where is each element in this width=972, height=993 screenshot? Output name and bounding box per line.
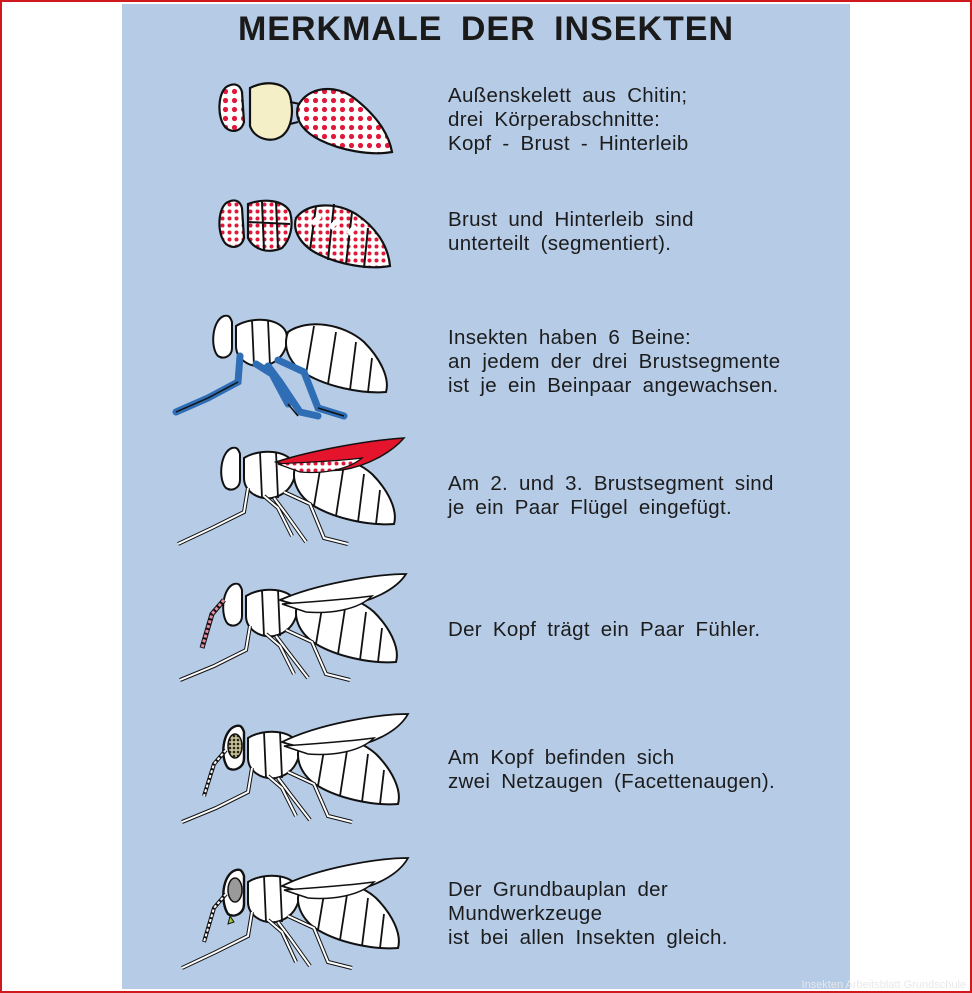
feature-line: an jedem der drei Brustsegmente xyxy=(448,350,781,373)
feature-line: Der Kopf trägt ein Paar Fühler. xyxy=(448,618,761,641)
feature-row-1 xyxy=(122,74,850,174)
feature-line: Insekten haben 6 Beine: xyxy=(448,326,692,349)
feature-row-2 xyxy=(122,192,850,282)
poster-panel xyxy=(122,4,850,989)
insect-wings-figure xyxy=(172,432,412,554)
insect-antennae-figure xyxy=(172,570,412,688)
feature-line: ist je ein Beinpaar angewachsen. xyxy=(448,374,779,397)
poster-title: MERKMALE DER INSEKTEN xyxy=(237,10,735,48)
watermark: Insekten Arbeitsblatt Grundschule xyxy=(801,979,966,991)
feature-row-7 xyxy=(122,850,850,980)
feature-line: Außenskelett aus Chitin; xyxy=(448,84,688,107)
feature-text-2 xyxy=(448,208,694,256)
feature-text-6 xyxy=(448,746,775,794)
feature-line: Kopf - Brust - Hinterleib xyxy=(448,132,689,155)
feature-row-3 xyxy=(122,308,850,428)
feature-row-4 xyxy=(122,432,850,556)
feature-line: Brust und Hinterleib sind xyxy=(448,208,694,231)
feature-text-1 xyxy=(448,84,689,156)
feature-text-3 xyxy=(448,326,780,398)
feature-line: drei Körperabschnitte: xyxy=(448,108,661,131)
feature-line: Am Kopf befinden sich xyxy=(448,746,675,769)
feature-text-7 xyxy=(448,878,728,950)
feature-line: ist bei allen Insekten gleich. xyxy=(448,926,728,949)
feature-line: Am 2. und 3. Brustsegment sind xyxy=(448,472,774,495)
feature-row-5 xyxy=(122,570,850,690)
feature-line: Mundwerkzeuge xyxy=(448,902,603,925)
feature-line: zwei Netzaugen (Facettenaugen). xyxy=(448,770,775,793)
feature-row-6 xyxy=(122,708,850,832)
insect-segmented-body-figure xyxy=(212,194,402,280)
feature-text-4 xyxy=(448,472,774,520)
feature-text-5 xyxy=(448,618,760,642)
feature-line: unterteilt (segmentiert). xyxy=(448,232,672,255)
insect-compound-eyes-figure xyxy=(172,710,412,830)
feature-line: je ein Paar Flügel eingefügt. xyxy=(448,496,732,519)
insect-three-body-segments-figure xyxy=(212,78,402,168)
insect-six-legs-figure xyxy=(168,312,408,424)
feature-line: Der Grundbauplan der xyxy=(448,878,668,901)
insect-mouthparts-figure xyxy=(172,852,412,976)
